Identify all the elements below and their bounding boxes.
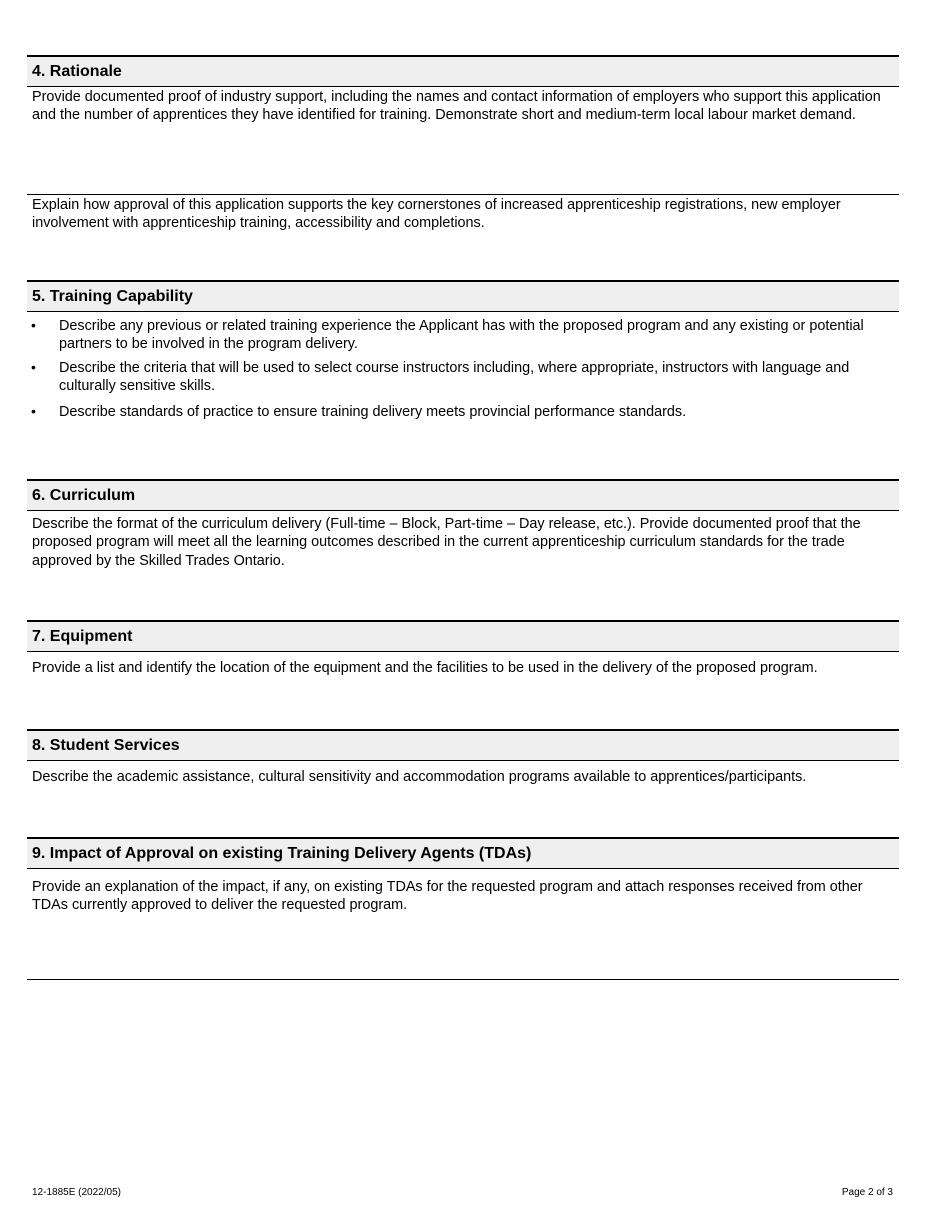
section-title-student-services: 8. Student Services bbox=[32, 737, 180, 754]
divider bbox=[27, 979, 899, 980]
bullet-icon: • bbox=[31, 317, 36, 333]
section-header-curriculum bbox=[27, 479, 899, 511]
curriculum-instructions: Describe the format of the curriculum delivery (Full-time – Block, Part-time – Day release, etc.). Provide documented proof that the proposed program will meet all the learning outcomes described in the current apprenticeship curriculum standards for the trade approved by the Skilled Trades Ontario. bbox=[32, 516, 861, 569]
rationale-cornerstones-instructions: Explain how approval of this application supports the key cornerstones of increased apprenticeship registrations, new employer involvement with apprenticeship training, accessibility and completions. bbox=[32, 197, 841, 232]
section-title-equipment: 7. Equipment bbox=[32, 628, 133, 645]
section-title-curriculum: 6. Curriculum bbox=[32, 487, 136, 504]
impact-instructions: Provide an explanation of the impact, if any, on existing TDAs for the requested program and attach responses received from other TDAs currently approved to deliver the requested program. bbox=[32, 879, 863, 914]
divider bbox=[27, 194, 899, 195]
section-header-impact bbox=[27, 837, 899, 869]
list-item-text: Describe standards of practice to ensure training delivery meets provincial performance standards. bbox=[59, 404, 687, 420]
section-title-training-capability: 5. Training Capability bbox=[32, 288, 193, 305]
section-header-training-capability bbox=[27, 280, 899, 312]
list-item-text: Describe the criteria that will be used to select course instructors including, where appropriate, instructors with language and culturally sensitive skills. bbox=[59, 360, 850, 395]
form-number: 12-1885E (2022/05) bbox=[32, 1187, 121, 1198]
section-header-equipment bbox=[27, 620, 899, 652]
student-services-instructions: Describe the academic assistance, cultural sensitivity and accommodation programs available to apprentices/participants. bbox=[32, 769, 807, 785]
section-title-rationale: 4. Rationale bbox=[32, 63, 122, 80]
bullet-icon: • bbox=[31, 403, 36, 419]
equipment-instructions: Provide a list and identify the location of the equipment and the facilities to be used in the delivery of the proposed program. bbox=[32, 660, 818, 676]
section-header-rationale bbox=[27, 55, 899, 87]
list-item-text: Describe any previous or related training experience the Applicant has with the proposed program and any existing or potential partners to be involved in the program delivery. bbox=[59, 318, 864, 353]
bullet-icon: • bbox=[31, 359, 36, 375]
section-header-student-services bbox=[27, 729, 899, 761]
page-number: Page 2 of 3 bbox=[841, 1187, 893, 1198]
rationale-instructions: Provide documented proof of industry support, including the names and contact information of employers who support this application and the number of apprentices they have identified for training. Demonstrate short and medium-term local labour market demand. bbox=[32, 89, 881, 124]
section-title-impact: 9. Impact of Approval on existing Training Delivery Agents (TDAs) bbox=[32, 845, 532, 862]
